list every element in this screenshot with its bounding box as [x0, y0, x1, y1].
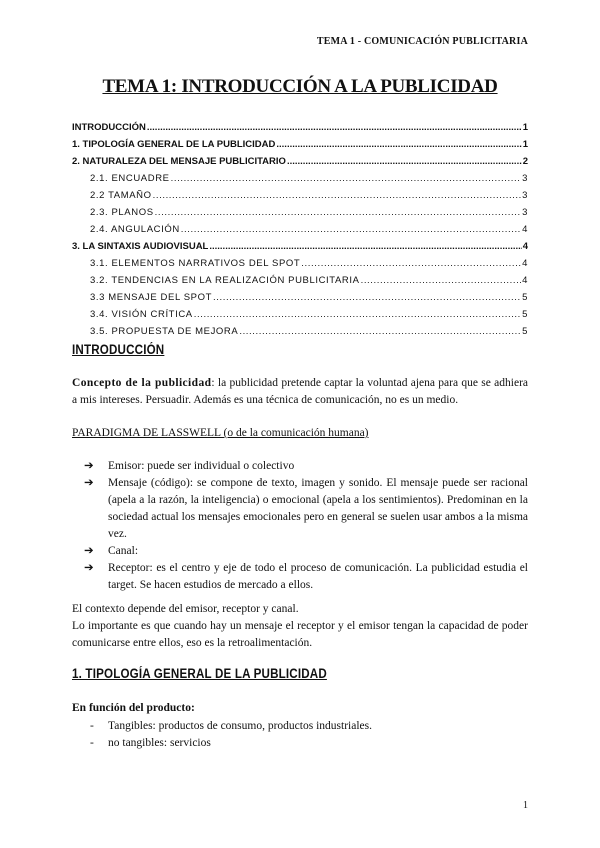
toc-entry[interactable] [72, 190, 528, 207]
toc-entry-page: 5 [522, 326, 528, 337]
toc-leader-dots [171, 173, 522, 184]
toc-entry[interactable] [72, 139, 528, 156]
toc-entry[interactable] [72, 326, 528, 343]
toc-entry-label: 2. NATURALEZA DEL MENSAJE PUBLICITARIO [72, 156, 286, 167]
toc-leader-dots [147, 122, 522, 133]
product-subheading: En función del producto: [72, 702, 195, 714]
toc-entry-label: 2.3. PLANOS [90, 207, 154, 218]
toc-entry-label: 3.5. PROPUESTA DE MEJORA [90, 326, 239, 337]
arrow-bullet-icon: ➔ [84, 562, 94, 574]
toc-entry-label: 1. TIPOLOGÍA GENERAL DE LA PUBLICIDAD [72, 139, 276, 150]
toc-entry[interactable] [72, 275, 528, 292]
feedback-paragraph: Lo importante es que cuando hay un mensaje el receptor y el emisor tengan la capacidad de poder comunicarse entre ellos, eso es la retroalimentación. [72, 620, 528, 649]
paradigm-heading: PARADIGMA DE LASSWELL (o de la comunicación humana) [72, 427, 369, 439]
list-item [72, 458, 528, 475]
table-of-contents [72, 122, 528, 343]
toc-leader-dots [153, 190, 522, 201]
list-item [72, 543, 528, 560]
toc-entry-label: INTRODUCCIÓN [72, 122, 146, 133]
toc-leader-dots [239, 326, 521, 337]
list-item [72, 735, 528, 752]
toc-entry-label: 2.2 TAMAÑO [90, 190, 152, 201]
arrow-bullet-icon: ➔ [84, 545, 94, 557]
toc-entry-page: 4 [522, 241, 528, 252]
toc-entry-label: 2.4. ANGULACIÓN [90, 224, 180, 235]
toc-entry-label: 3.4. VISIÓN CRÍTICA [90, 309, 193, 320]
concept-paragraph [72, 375, 528, 409]
toc-entry[interactable] [72, 122, 528, 139]
toc-entry-page: 3 [522, 190, 528, 201]
dash-bullet-icon: - [90, 737, 94, 749]
toc-leader-dots [181, 224, 521, 235]
toc-leader-dots [213, 292, 521, 303]
list-item-text: Emisor: puede ser individual o colectivo [108, 460, 295, 472]
list-item-text: Tangibles: productos de consumo, productos industriales. [108, 720, 372, 732]
toc-entry-label: 3.3 MENSAJE DEL SPOT [90, 292, 212, 303]
toc-entry-page: 4 [522, 224, 528, 235]
list-item-text: Receptor: es el centro y eje de todo el proceso de comunicación. La publicidad estudia el target. Se hacen estudios de mercado a ellos. [108, 562, 528, 591]
toc-entry[interactable] [72, 309, 528, 326]
running-header: TEMA 1 - COMUNICACIÓN PUBLICITARIA [316, 36, 528, 47]
toc-entry[interactable] [72, 207, 528, 224]
toc-entry[interactable] [72, 258, 528, 275]
toc-leader-dots [276, 139, 521, 150]
toc-leader-dots [194, 309, 521, 320]
toc-entry[interactable] [72, 292, 528, 309]
concept-text: : la publicidad pretende captar la voluntad ajena para que se adhiera a mis intereses. Persuadir. Además es una técnica de comunicación, no es un medio. [72, 377, 529, 406]
toc-entry-label: 3. LA SINTAXIS AUDIOVISUAL [72, 241, 209, 252]
toc-entry-page: 5 [522, 292, 528, 303]
toc-leader-dots [301, 258, 521, 269]
product-list [72, 718, 528, 752]
list-item [72, 475, 528, 543]
toc-leader-dots [287, 156, 522, 167]
toc-leader-dots [209, 241, 521, 252]
toc-entry-page: 1 [522, 122, 528, 133]
concept-term: Concepto de la publicidad [72, 377, 212, 389]
toc-entry-page: 3 [522, 207, 528, 218]
list-item-text: no tangibles: servicios [108, 737, 211, 749]
toc-entry-page: 3 [522, 173, 528, 184]
toc-entry-page: 5 [522, 309, 528, 320]
list-item-text: Canal: [108, 545, 139, 557]
toc-entry-label: 3.1. ELEMENTOS NARRATIVOS DEL SPOT [90, 258, 301, 269]
list-item [72, 560, 528, 594]
document-title: TEMA 1: INTRODUCCIÓN A LA PUBLICIDAD [102, 76, 498, 97]
toc-entry-label: 2.1. ENCUADRE [90, 173, 170, 184]
dash-bullet-icon: - [90, 720, 94, 732]
intro-heading: INTRODUCCIÓN [72, 342, 165, 357]
list-item [72, 718, 528, 735]
toc-leader-dots [361, 275, 522, 286]
toc-entry-page: 1 [522, 139, 528, 150]
toc-entry-page: 2 [522, 156, 528, 167]
context-line: El contexto depende del emisor, receptor y canal. [72, 603, 299, 615]
arrow-bullet-icon: ➔ [84, 460, 94, 472]
toc-entry-page: 4 [522, 258, 528, 269]
toc-leader-dots [155, 207, 521, 218]
toc-entry[interactable] [72, 224, 528, 241]
list-item-text: Mensaje (código): se compone de texto, imagen y sonido. El mensaje puede ser racional (apela a la razón, la inteligencia) o emocional (apela a los sentimientos). Predominan en la sociedad actual los mensajes emocionales pero en general se suelen usar ambos a la misma vez. [108, 477, 528, 540]
page-number: 1 [523, 800, 528, 811]
toc-entry-page: 4 [522, 275, 528, 286]
toc-entry[interactable] [72, 241, 528, 258]
toc-entry[interactable] [72, 156, 528, 173]
toc-entry[interactable] [72, 173, 528, 190]
arrow-bullet-icon: ➔ [84, 477, 94, 489]
section1-heading: 1. TIPOLOGÍA GENERAL DE LA PUBLICIDAD [72, 666, 327, 681]
paradigm-list [72, 458, 528, 594]
toc-entry-label: 3.2. TENDENCIAS EN LA REALIZACIÓN PUBLICITARIA [90, 275, 360, 286]
